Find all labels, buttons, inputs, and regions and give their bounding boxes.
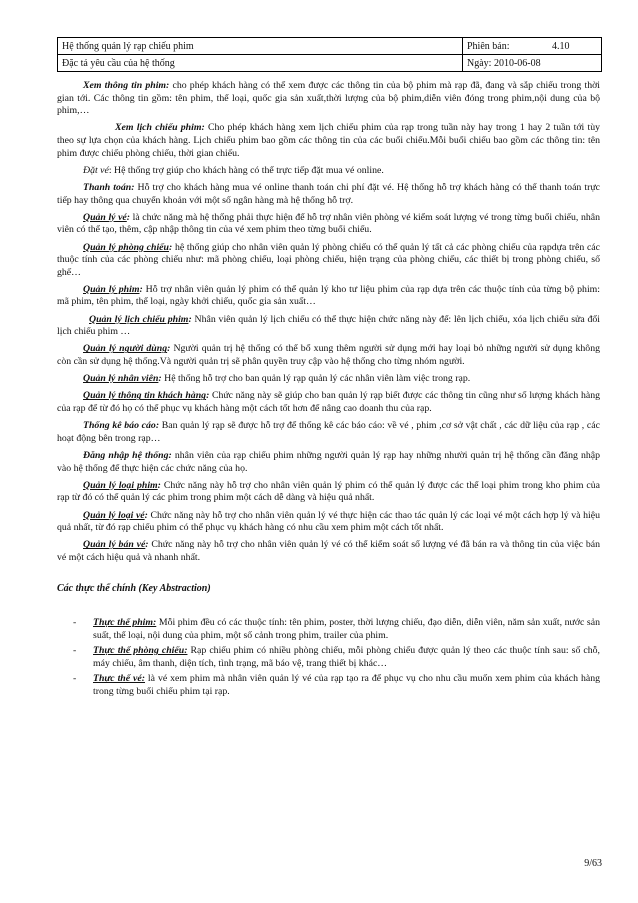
paragraph bbox=[57, 80, 600, 118]
term-colon: : bbox=[157, 479, 161, 491]
paragraph bbox=[57, 122, 600, 160]
entity-list bbox=[57, 617, 600, 699]
bullet-dash: - bbox=[73, 617, 77, 629]
paragraph-term: Quản lý nhân viên bbox=[83, 373, 159, 385]
header-row bbox=[58, 55, 602, 72]
paragraph-term: Quản lý thông tin khách hàng bbox=[83, 390, 207, 402]
paragraph bbox=[57, 510, 600, 535]
term-colon: : bbox=[145, 539, 149, 551]
paragraph bbox=[57, 314, 600, 339]
paragraph-term: Quản lý phòng chiếu bbox=[83, 241, 169, 253]
paragraph-term: Quản lý vé bbox=[83, 211, 127, 223]
term-colon: : bbox=[206, 390, 210, 402]
version-value: 4.10 bbox=[552, 40, 570, 52]
term-colon: : bbox=[144, 509, 148, 521]
paragraph-text: Hệ thống hỗ trợ cho ban quản lý rạp quản lý các nhân viên làm việc trong rạp. bbox=[161, 373, 471, 385]
entity-text: Rạp chiếu phim có nhiều phòng chiếu, mỗi phòng chiếu được quản lý theo các thuộc tính sau: số chỗ, máy chiếu, âm thanh, diện tích, tình trạng, mã báo vệ, trang thiết bị khác… bbox=[93, 645, 600, 669]
bullet-dash: - bbox=[73, 673, 77, 685]
paragraph-text: Hỗ trợ cho khách hàng mua vé online thanh toán chi phí đặt vé. Hệ thống hỗ trợ khách hàng có thể thanh toán trực tiếp hay thông qua chuyển khoản với một số ngân hàng mà hệ thống hỗ trợ. bbox=[57, 181, 600, 206]
version-label: Phiên bản: bbox=[467, 40, 510, 52]
paragraph-text: Ban quản lý rạp sẽ được hỗ trợ để thống kê các báo cáo: về vé , phim ,cơ sở vật chất , các dữ liệu của rạp , các hoạt động bên trong rạp… bbox=[57, 420, 600, 444]
system-name: Hệ thống quản lý rạp chiếu phim bbox=[58, 38, 463, 55]
paragraph-term: Quản lý bán vé bbox=[83, 539, 146, 551]
paragraph-term: Quản lý người dùng bbox=[83, 343, 168, 355]
paragraph bbox=[57, 343, 600, 368]
paragraph bbox=[57, 450, 600, 475]
entity-term: Thực thể phòng chiếu: bbox=[93, 645, 188, 657]
paragraph-text: Hỗ trợ nhân viên quản lý phim có thể quản lý kho tư liệu phim của rạp dựa trên các thuộc tính của từng bộ phim: mã phim, tên phim, thể loại, ngày khởi chiếu, quốc gia sản xuất… bbox=[57, 283, 601, 308]
term-colon: : bbox=[158, 373, 162, 385]
paragraph-term: Thanh toán bbox=[83, 181, 132, 193]
document-body bbox=[57, 80, 600, 702]
paragraph-term: Quản lý lịch chiếu phim bbox=[89, 313, 189, 325]
paragraph-text: Chức năng này sẽ giúp cho ban quản lý rạp biết được các thông tin cũng như số lượng khách hàng của rạp để từ đó họ có thể phục vụ khách hàng một cách tốt hơn để nâng cao doanh thu của rạp. bbox=[57, 390, 600, 414]
entity-term: Thực thể vé: bbox=[93, 673, 145, 685]
version-cell bbox=[463, 38, 602, 55]
header-row bbox=[58, 38, 602, 55]
paragraph-text: Chức năng này hỗ trợ cho nhân viên quản lý vé thực hiện các thao tác quản lý các loại vé một cách hợp lý và hiệu quả nhất, từ đó rạp chiếu phim có thể phục vụ khách hàng có nhu cầu xem phim một cách tốt nhất. bbox=[57, 509, 600, 534]
term-colon: : bbox=[108, 164, 112, 176]
paragraph-term: Xem lịch chiếu phim bbox=[115, 122, 202, 134]
term-colon: : bbox=[201, 122, 205, 134]
entity-text: là vé xem phim mà nhân viên quản lý vé của rạp tạo ra để phục vụ cho nhu cầu muốn xem phim của khách hàng trong từng buổi chiếu phim tại rạp. bbox=[93, 673, 600, 698]
entity-text: Mỗi phim đều có các thuộc tính: tên phim, poster, thời lượng chiếu, đạo diễn, diễn viên, năm sản xuất, nước sản suất, thể loại, nội dung của phim, một số cảnh trong phim, trailer của phim. bbox=[93, 617, 600, 641]
paragraph-text: nhân viên của rạp chiếu phim những người quản lý rạp hay những nhười quản trị hệ thống cần đăng nhập vào hệ thống để thực hiện các chức năng của họ. bbox=[57, 449, 600, 474]
paragraph-term: Thống kê báo cáo bbox=[83, 420, 156, 432]
paragraph-text: Người quản trị hệ thống có thể bổ xung thêm người sử dụng mới hay loại bỏ những người sử dụng không còn cần sử dụng hệ thống.Và người quản trị sẽ phân quyền truy cập vào hệ thống cho từng nhóm người. bbox=[57, 343, 601, 368]
paragraph-text: Cho phép khách hàng xem lịch chiếu phim của rạp trong tuần này hay trong 1 hay 2 tuần tới tùy theo sự lựa chọn của khách hàng. Lịch chiếu phim bao gồm các thông tin của các buổi chiếu.Mỗi buổi chiếu bao gồm các thông tin: tên phim được chiếu phòng chiếu, thời gian chiếu. bbox=[57, 122, 600, 159]
list-item bbox=[57, 617, 600, 642]
paragraph-term: Đặt vé bbox=[83, 164, 109, 176]
list-item bbox=[57, 673, 600, 698]
term-colon: : bbox=[166, 80, 170, 91]
date-cell: Ngày: 2010-06-08 bbox=[463, 55, 602, 72]
paragraph-text: hệ thống giúp cho nhân viên quản lý phòng chiếu có thể quản lý tất cả các phòng chiếu của rạpdựa trên các thuộc tính của các phòng chiếu như: mã phòng chiếu, loại phòng chiếu, hiện trạng của phòng chiếu, các thiết bị trong phòng chiếu, số ghế… bbox=[57, 241, 601, 278]
paragraph-text: Chức năng này hỗ trợ cho nhân viên quản lý phim có thể quản lý được các thể loại phim trong kho phim của rạp từ đó có thể quản lý các phim trong phim một cách dễ dàng và hiệu quả nhất. bbox=[57, 479, 600, 504]
paragraph-term: Quản lý phim bbox=[83, 283, 140, 295]
paragraph bbox=[57, 242, 600, 280]
list-item bbox=[57, 645, 600, 670]
paragraph bbox=[57, 165, 600, 178]
paragraph-text: Nhân viên quản lý lịch chiếu có thể thực hiện chức năng này để: lên lịch chiếu, xóa lịch chiếu sửa đổi lịch chiếu phim … bbox=[57, 313, 601, 338]
paragraph-term: Xem thông tin phim bbox=[83, 80, 167, 91]
term-colon: : bbox=[155, 420, 160, 432]
bullet-dash: - bbox=[73, 645, 77, 657]
paragraph-text: Hệ thống trợ giúp cho khách hàng có thể trực tiếp đặt mua vé online. bbox=[111, 164, 384, 176]
paragraph bbox=[57, 182, 600, 207]
paragraph-text: cho phép khách hàng có thể xem được các thông tin của bộ phim mà rạp đã, đang và sắp chiếu trong thời gian tới. Các thông tin gồm: tên phim, thể loại, quốc gia sản xuất,thời lượng của bộ phim,diễn viên đóng trong phim,nội dung của bộ phim,… bbox=[57, 80, 601, 117]
header-table bbox=[57, 37, 602, 72]
doc-title: Đặc tả yêu cầu của hệ thống bbox=[58, 55, 463, 72]
term-colon: : bbox=[168, 241, 173, 253]
term-colon: : bbox=[167, 343, 171, 355]
page-number: 9/63 bbox=[584, 858, 602, 869]
paragraph bbox=[57, 284, 600, 309]
paragraph bbox=[57, 480, 600, 505]
paragraph-term: Quản lý loại phim bbox=[83, 479, 158, 491]
paragraph-term: Đăng nhập hệ thống bbox=[83, 449, 169, 461]
term-colon: : bbox=[139, 283, 143, 295]
paragraph bbox=[57, 539, 600, 564]
section-heading: Các thực thể chính (Key Abstraction) bbox=[57, 582, 211, 594]
term-colon: : bbox=[188, 313, 192, 325]
entity-term: Thực thể phim: bbox=[93, 617, 157, 629]
paragraph bbox=[57, 390, 600, 415]
paragraph bbox=[57, 420, 600, 445]
term-colon: : bbox=[168, 449, 172, 461]
paragraph-text: là chức năng mà hệ thống phải thực hiện để hỗ trợ nhân viên phòng vé kiểm soát lượng vé trong từng buổi chiếu, nhân viên có thể tạo, thêm, cập nhập thông tin của vé xem phim theo từng buổi chiếu. bbox=[57, 211, 600, 236]
paragraph-term: Quản lý loại vé bbox=[83, 509, 145, 521]
term-colon: : bbox=[131, 181, 135, 193]
paragraph bbox=[57, 212, 600, 237]
paragraph-text: Chức năng này hỗ trợ cho nhân viên quản lý vé có thể kiểm soát số lượng vé đã bán ra và thông tin của việc bán vé một cách hiệu quả và nhanh nhất. bbox=[57, 539, 600, 563]
term-colon: : bbox=[126, 211, 131, 223]
paragraph bbox=[57, 373, 600, 386]
